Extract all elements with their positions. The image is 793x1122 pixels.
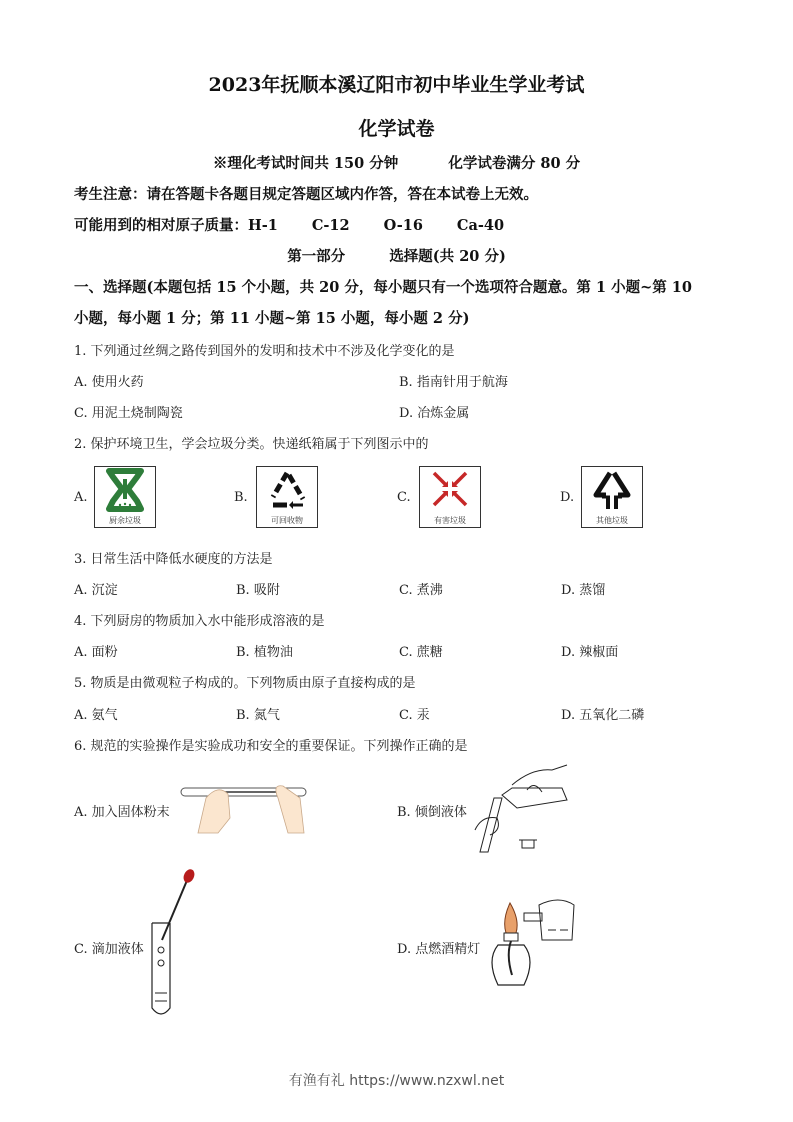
other-waste-icon <box>581 466 643 528</box>
question-5-option-b: B. 氮气 <box>236 708 280 723</box>
time-note: ※理化考试时间共 150 分钟 <box>212 155 399 172</box>
question-4-option-d: D. 辣椒面 <box>561 645 619 660</box>
question-6-option-d: D. 点燃酒精灯 <box>397 942 481 957</box>
part1-instruction-line1: 一、选择题(本题包括 15 个小题，共 20 分，每小题只有一个选项符合题意。第 1 小题~第 10 <box>74 279 692 296</box>
hazardous-waste-caption: 有害垃圾 <box>434 516 466 525</box>
powder-test-tube-illustration <box>178 778 313 838</box>
question-2-option-b: B. <box>234 490 248 505</box>
lighting-alcohol-lamp-illustration <box>484 895 584 995</box>
recyclable-caption: 可回收物 <box>271 516 303 525</box>
score-note: 化学试卷满分 80 分 <box>448 155 581 172</box>
question-1-option-c: C. 用泥土烧制陶瓷 <box>74 406 183 421</box>
footer-watermark: 有渔有礼 https://www.nzxwl.net <box>288 1073 505 1089</box>
question-2-stem: 2. 保护环境卫生，学会垃圾分类。快递纸箱属于下列图示中的 <box>74 437 429 452</box>
question-4-option-b: B. 植物油 <box>236 645 293 660</box>
question-1-option-b: B. 指南针用于航海 <box>399 375 508 390</box>
atomic-mass-h: H-1 <box>248 217 278 234</box>
question-5-option-d: D. 五氧化二磷 <box>561 708 645 723</box>
part1-title <box>0 245 793 266</box>
atomic-mass-c: C-12 <box>311 217 350 234</box>
atomic-mass-o: O-16 <box>383 217 423 234</box>
question-2-option-c: C. <box>397 490 411 505</box>
question-6-stem: 6. 规范的实验操作是实验成功和安全的重要保证。下列操作正确的是 <box>74 739 468 754</box>
atomic-mass-label: 可能用到的相对原子质量： <box>74 217 248 234</box>
question-6-option-c: C. 滴加液体 <box>74 942 144 957</box>
pouring-liquid-illustration <box>472 760 577 860</box>
question-1-option-d: D. 冶炼金属 <box>399 406 470 421</box>
question-4-option-c: C. 蔗糖 <box>399 645 443 660</box>
recyclable-icon <box>256 466 318 528</box>
dropping-liquid-illustration <box>146 868 196 1023</box>
kitchen-waste-icon <box>94 466 156 528</box>
question-2-option-a: A. <box>74 490 88 505</box>
question-5-option-c: C. 汞 <box>399 708 430 723</box>
question-4-stem: 4. 下列厨房的物质加入水中能形成溶液的是 <box>74 614 325 629</box>
question-3-option-d: D. 蒸馏 <box>561 583 606 598</box>
question-3-stem: 3. 日常生活中降低水硬度的方法是 <box>74 552 273 567</box>
part1-title-left: 第一部分 <box>287 248 346 265</box>
question-4-option-a: A. 面粉 <box>74 645 118 660</box>
hazardous-waste-icon <box>419 466 481 528</box>
question-1-option-a: A. 使用火药 <box>74 375 144 390</box>
question-1-stem: 1. 下列通过丝绸之路传到国外的发明和技术中不涉及化学变化的是 <box>74 344 455 359</box>
exam-subtitle: 化学试卷 <box>358 118 435 140</box>
atomic-mass-row <box>74 214 504 235</box>
atomic-mass-ca: Ca-40 <box>456 217 505 234</box>
exam-notice: 考生注意：请在答题卡各题目规定答题区域内作答，答在本试卷上无效。 <box>74 186 538 203</box>
question-3-option-c: C. 煮沸 <box>399 583 443 598</box>
question-6-option-a: A. 加入固体粉末 <box>74 805 170 820</box>
question-6-option-b: B. 倾倒液体 <box>397 805 467 820</box>
question-5-option-a: A. 氨气 <box>74 708 118 723</box>
question-3-option-a: A. 沉淀 <box>74 583 118 598</box>
exam-time-row <box>0 152 793 173</box>
part1-instruction-line2: 小题，每小题 1 分；第 11 小题~第 15 小题，每小题 2 分) <box>74 310 470 327</box>
kitchen-waste-caption: 厨余垃圾 <box>109 516 141 525</box>
other-waste-caption: 其他垃圾 <box>596 516 628 525</box>
question-2-option-d: D. <box>560 490 575 505</box>
part1-title-right: 选择题(共 20 分) <box>389 248 506 265</box>
question-5-stem: 5. 物质是由微观粒子构成的。下列物质由原子直接构成的是 <box>74 676 416 691</box>
exam-title: 2023年抚顺本溪辽阳市初中毕业生学业考试 <box>208 74 585 96</box>
question-3-option-b: B. 吸附 <box>236 583 280 598</box>
